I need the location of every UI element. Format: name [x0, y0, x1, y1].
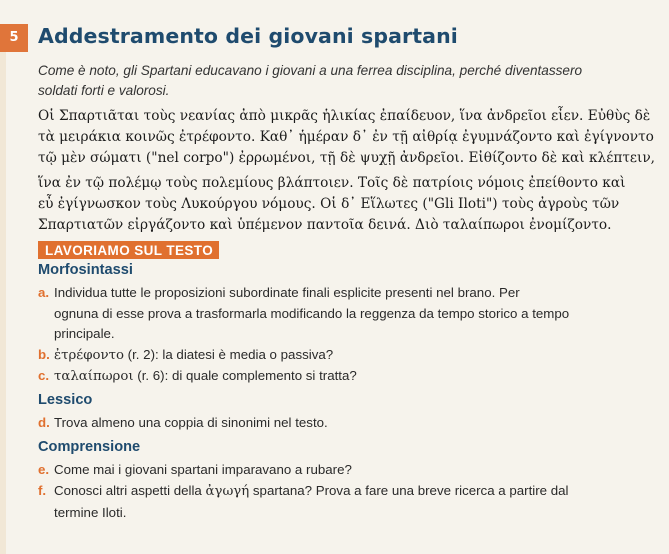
- page-title: Addestramento dei giovani spartani: [38, 24, 458, 48]
- question-text: (r. 2): la diatesi è media o passiva?: [123, 347, 334, 362]
- question-text: Come mai i giovani spartani imparavano a rubare?: [54, 462, 352, 477]
- question-letter: e.: [38, 462, 50, 477]
- greek-line: εὖ ἐγίγνωσκον τοὺς Λυκούργου νόμους. Οἱ δ᾽ Εἵλωτες ("Gli Iloti") τοὺς ἀγροὺς τῶν: [38, 196, 620, 212]
- question-text: Trova almeno una coppia di sinonimi nel testo.: [54, 415, 328, 430]
- section-comprensione: Comprensione: [38, 439, 141, 455]
- section-morfosintassi: Morfosintassi: [38, 262, 133, 278]
- question-text: termine Iloti.: [54, 504, 127, 520]
- greek-line: τὰ μειράκια κοινῶς ἐτρέφοντο. Καθ᾽ ἡμέραν δ᾽ ἐν τῇ αἰθρίᾳ ἐγυμνάζοντο καὶ ἐγίγνοντο: [38, 129, 654, 145]
- question-a: [38, 283, 650, 345]
- question-b: [38, 345, 650, 367]
- greek-line: τῷ μὲν σώματι ("nel corpo") ἐρρωμένοι, τῇ δὲ ψυχῇ ἀνδρεῖοι. Εἰθίζοντο δὲ καὶ κλέπτειν,: [38, 150, 656, 166]
- exercise-badge: LAVORIAMO SUL TESTO: [38, 241, 219, 259]
- intro-text: [38, 61, 658, 101]
- question-letter: f.: [38, 483, 47, 498]
- greek-passage: [38, 106, 664, 236]
- greek-term: ἐτρέφοντο: [54, 348, 124, 363]
- question-text: ognuna di esse prova a trasformarla modificando la reggenza da tempo storico a tempo: [54, 305, 570, 321]
- question-d: [38, 413, 650, 434]
- question-letter: c.: [38, 368, 50, 383]
- greek-line: Οἱ Σπαρτιᾶται τοὺς νεανίας ἀπὸ μικρᾶς ἡλικίας ἐπαίδευον, ἵνα ἀνδρεῖοι εἶεν. Εὐθὺς δὲ: [38, 108, 651, 124]
- question-c: [38, 366, 650, 388]
- greek-line: Σπαρτιατῶν εἰργάζοντο καὶ ὑπέμενον παντοῖα δεινά. Διὸ ταλαίπωροι ἐνομίζοντο.: [38, 217, 612, 233]
- intro-line-1: Come è noto, gli Spartani educavano i giovani a una ferrea disciplina, perché diventassero: [38, 63, 583, 78]
- question-f: [38, 481, 650, 523]
- question-letter: d.: [38, 415, 50, 430]
- question-letter: a.: [38, 285, 50, 300]
- question-text: Individua tutte le proposizioni subordinate finali esplicite presenti nel brano. Per: [54, 285, 520, 300]
- question-text: Conosci altri aspetti della: [54, 483, 206, 498]
- question-e: [38, 460, 650, 481]
- greek-term: ταλαίπωροι: [54, 369, 134, 384]
- question-letter: b.: [38, 347, 50, 362]
- chapter-tab: 5: [0, 24, 28, 52]
- question-text: spartana? Prova a fare una breve ricerca a partire dal: [249, 483, 569, 498]
- intro-line-2: soldati forti e valorosi.: [38, 83, 170, 98]
- greek-term: ἀγωγή: [205, 484, 250, 499]
- greek-line: ἵνα ἐν τῷ πολέμῳ τοὺς πολεμίους βλάπτοιεν. Τοῖς δὲ πατρίοις νόμοις ἐπείθοντο καὶ: [38, 175, 626, 191]
- question-text: (r. 6): di quale complemento si tratta?: [133, 368, 357, 383]
- section-lessico: Lessico: [38, 392, 93, 408]
- margin-band: [0, 52, 6, 554]
- question-text: principale.: [54, 326, 115, 341]
